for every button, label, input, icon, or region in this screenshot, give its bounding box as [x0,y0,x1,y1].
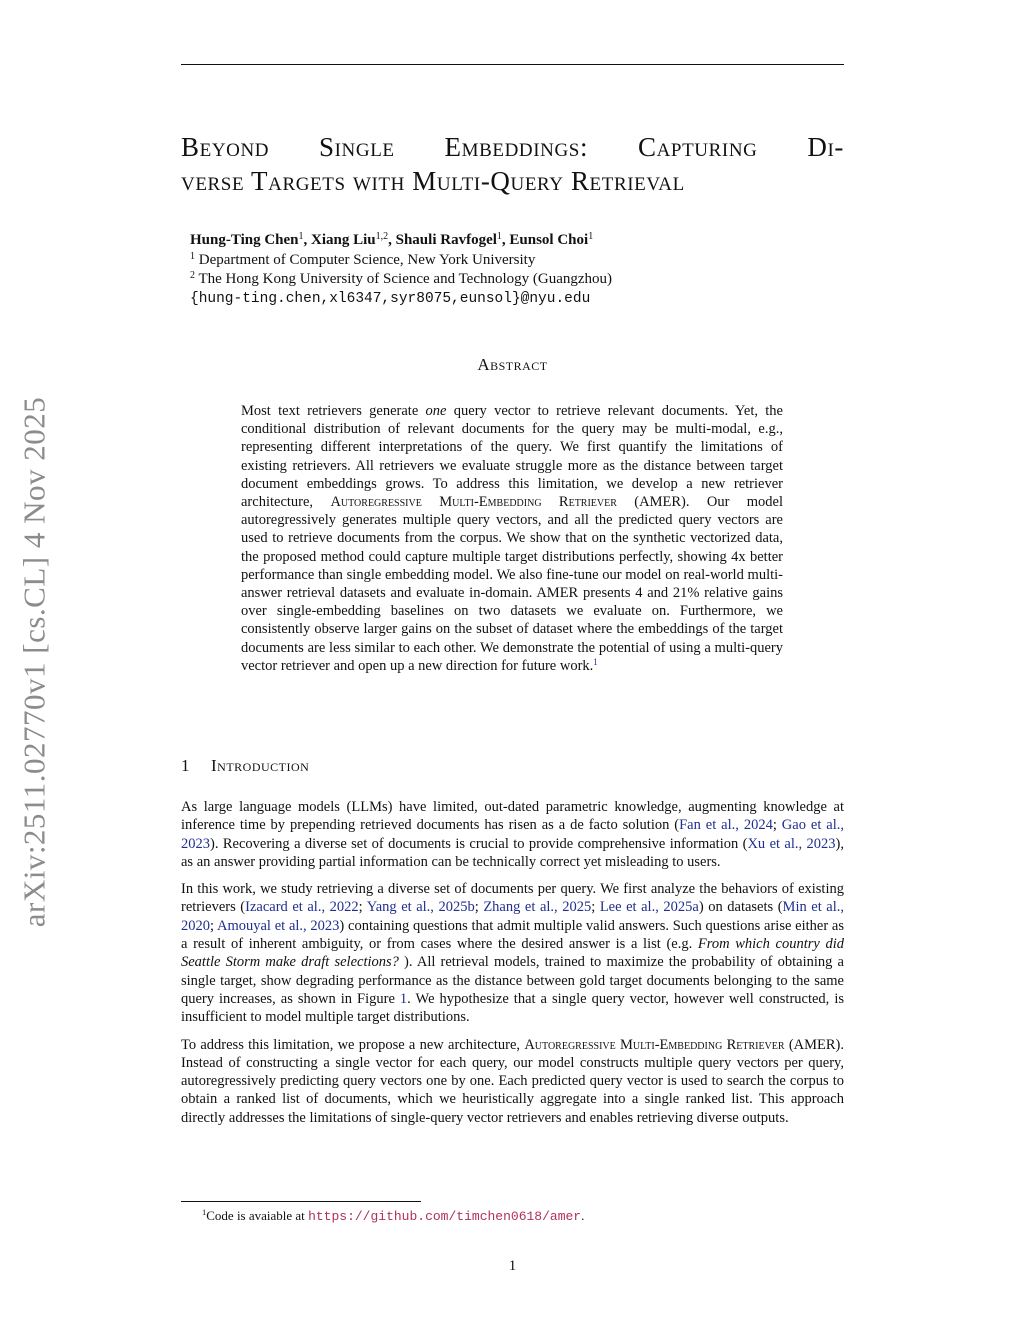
citation-link[interactable]: Xu et al., 2023 [747,835,836,852]
citation-link[interactable]: Zhang et al., 2025 [483,899,592,916]
citation-separator: ; [474,899,484,916]
abstract-text: query vector to retrieve relevant documents. Yet, the conditional distribution of relevant documents for the query may be multi-modal, e.g., representing different interpretations of the query. We first quantify the limitations of existing retrievers. All retrievers we evaluate struggle more as the distance between target document embeddings grows. To address this limitation, we develop a new retriever architecture, [241,403,783,511]
section-title: Introduction [211,756,310,775]
affiliation-1 [190,251,790,271]
citation-link[interactable]: Yang et al., 2025b [366,899,475,916]
author-separator: , [303,232,312,248]
body-text: To address this limitation, we propose a new architecture, [181,1036,525,1053]
footnote-rule [181,1201,421,1202]
section-number: 1 [181,756,190,775]
body-text: (AMER). Instead of constructing a single vector for each query, our model constructs multiple query vectors per query, autoregressively predicting query vectors one by one. Each predicted query vector is used to search the corpus to obtain a ranked list of documents, which we heuristically aggregate into a single ranked list. This approach directly addresses the limitations of single-query vector retrievers and enables retrieving diverse outputs. [181,1036,844,1126]
body-text: ) containing questions that admit multiple valid answers. Such questions arise either as a result of inherent ambiguity, or from cases where the desired answer is a list (e.g. [181,917,844,953]
citation-link[interactable]: Fan et al., 2024 [679,817,773,834]
example-question: From which country did Seattle Storm make draft selections? [181,936,845,971]
affiliation-mark: 1 [496,231,502,242]
affiliation-2 [190,270,790,290]
model-name: Autoregressive Multi-Embedding Retriever [330,494,617,511]
introduction-body [181,798,844,1136]
footnote-mark: 1 [202,1207,207,1217]
footnote [202,1208,584,1224]
affiliation-text: Department of Computer Science, New York University [198,251,536,268]
affiliation-mark: 1 [190,250,195,262]
code-repository-link[interactable]: https://github.com/timchen0618/amer [308,1209,582,1224]
title-line-1: Beyond Single Embeddings: Capturing Di- [181,132,844,162]
intro-paragraph-3 [181,1036,844,1127]
author-name: Hung-Ting Chen [190,232,299,248]
footnote-link[interactable]: 1 [593,656,598,667]
abstract-body [241,402,783,675]
citation-link[interactable]: Gao et al., 2023 [181,817,844,852]
body-text: ). All retrieval models, trained to maximize the probability of obtaining a single target, show degrading performance as the distance between gold target documents belonging to the same query increases, as shown in Figure [181,954,844,1007]
citation-separator: ; [210,917,217,934]
affiliation-mark: 1,2 [375,231,389,242]
section-heading [181,756,581,776]
paper-title [181,130,844,198]
intro-paragraph-1 [181,798,844,871]
author-block [190,231,790,309]
citation-separator: ; [772,817,782,834]
model-name: Autoregressive Multi-Embedding Retriever [524,1036,785,1053]
footnote-text: Code is avaiable at [206,1208,309,1223]
abstract-text: Most text retrievers generate [241,403,426,419]
author-name: Eunsol Choi [509,232,589,248]
arxiv-identifier[interactable]: arXiv:2511.02770v1 [cs.CL] 4 Nov 2025 [16,396,52,927]
citation-separator: ; [591,899,600,916]
body-text: As large language models (LLMs) have limited, out-dated parametric knowledge, augmenting knowledge at inference time by prepending retrieved documents has risen as a de facto solution ( [181,799,844,834]
author-separator: , [388,232,396,248]
title-line-2: verse Targets with Multi-Query Retrieval [181,166,685,196]
intro-paragraph-2 [181,880,844,1026]
author-emails: {hung-ting.chen,xl6347,syr8075,eunsol}@nyu.edu [190,290,591,307]
author-name: Xiang Liu [311,232,376,248]
body-text: In this work, we study retrieving a diverse set of documents per query. We first analyze the behaviors of existing retrievers ( [181,881,844,916]
footnote-text: . [581,1208,585,1223]
citation-link[interactable]: Lee et al., 2025a [599,899,699,916]
figure-reference-link[interactable]: 1 [399,990,408,1007]
citation-link[interactable]: Amouyal et al., 2023 [217,917,340,934]
abstract-emphasis: one [425,403,447,419]
affiliation-mark: 1 [298,231,304,242]
page-number: 1 [508,1258,517,1274]
author-list [190,231,790,251]
author-separator: , [501,232,510,248]
body-text: . We hypothesize that a single query vector, however well constructed, is insufficient to model multiple target distributions. [181,990,844,1026]
body-text: ), as an answer providing partial information can be technically correct yet misleading to users. [181,835,844,870]
affiliation-mark: 2 [190,270,195,281]
author-name: Shauli Ravfogel [395,232,497,248]
arxiv-stamp [2,374,67,949]
citation-link[interactable]: Min et al., 2020 [181,899,845,934]
abstract-heading: Abstract [477,355,548,374]
body-text: ) on datasets ( [698,899,783,916]
body-text: ). Recovering a diverse set of documents is crucial to provide comprehensive information ( [210,835,748,852]
top-rule [181,64,844,65]
affiliation-mark: 1 [588,231,594,242]
affiliation-text: The Hong Kong University of Science and Technology (Guangzhou) [198,271,613,287]
citation-separator: ; [358,899,367,916]
abstract-text: (AMER). Our model autoregressively generates multiple query vectors, and all the predicted query vectors are used to retrieve documents from the corpus. We show that on the synthetic vectorized data, the proposed method could capture multiple target distributions perfectly, showing 4x better performance than single embedding model. We also fine-tune our model on real-world multi-answer retrieval datasets and evaluate in-domain. AMER presents 4 and 21% relative gains over single-embedding baselines on two datasets we evaluate on. Furthermore, we consistently observe larger gains on the subset of dataset where the embeddings of the target documents are less similar to each other. We demonstrate the potential of using a multi-query vector retriever and open up a new direction for future work. [241,494,784,674]
citation-link[interactable]: Izacard et al., 2022 [245,899,359,916]
